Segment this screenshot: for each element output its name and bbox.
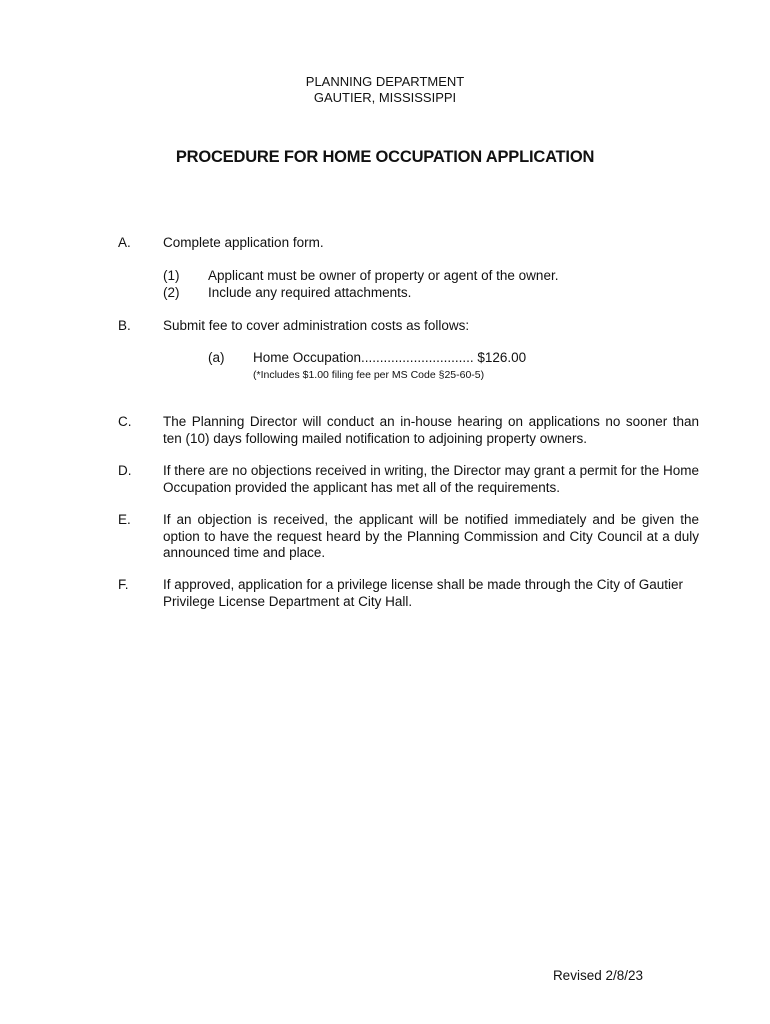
section-a-item-2-number: (2) (163, 285, 180, 300)
revision-date: Revised 2/8/23 (552, 968, 643, 983)
document-title: PROCEDURE FOR HOME OCCUPATION APPLICATION (175, 148, 595, 166)
fee-item-note: (*Includes $1.00 filing fee per MS Code §25-60-5) (253, 369, 485, 381)
department-heading: PLANNING DEPARTMENT (305, 74, 465, 89)
fee-item-label: (a) (208, 350, 225, 365)
section-c-text: The Planning Director will conduct an in-house hearing on applications no sooner than ten (10) days following mailed notification to adjoining property owners. (163, 414, 699, 446)
fee-item-text: Home Occupation.............................. $126.00 (253, 350, 527, 365)
section-e-letter: E. (118, 512, 131, 527)
section-b-text: Submit fee to cover administration costs as follows: (163, 318, 470, 333)
section-a-text: Complete application form. (163, 235, 324, 250)
section-f-letter: F. (118, 577, 129, 592)
section-a-item-1-text: Applicant must be owner of property or agent of the owner. (208, 268, 559, 283)
section-d-letter: D. (118, 463, 132, 478)
section-f-text: If approved, application for a privilege license shall be made through the City of Gautier Privilege License Department at City Hall. (163, 577, 684, 609)
section-a-item-2-text: Include any required attachments. (208, 285, 412, 300)
section-b-letter: B. (118, 318, 131, 333)
section-a-letter: A. (118, 235, 131, 250)
section-d-text: If there are no objections received in writing, the Director may grant a permit for the Home Occupation provided the applicant has met all of the requirements. (163, 463, 699, 495)
section-a-item-1-number: (1) (163, 268, 180, 283)
section-c-letter: C. (118, 414, 132, 429)
section-e-text: If an objection is received, the applicant will be notified immediately and be given the option to have the request heard by the Planning Commission and City Council at a duly announced time and place. (163, 512, 699, 560)
city-heading: GAUTIER, MISSISSIPPI (313, 90, 457, 105)
